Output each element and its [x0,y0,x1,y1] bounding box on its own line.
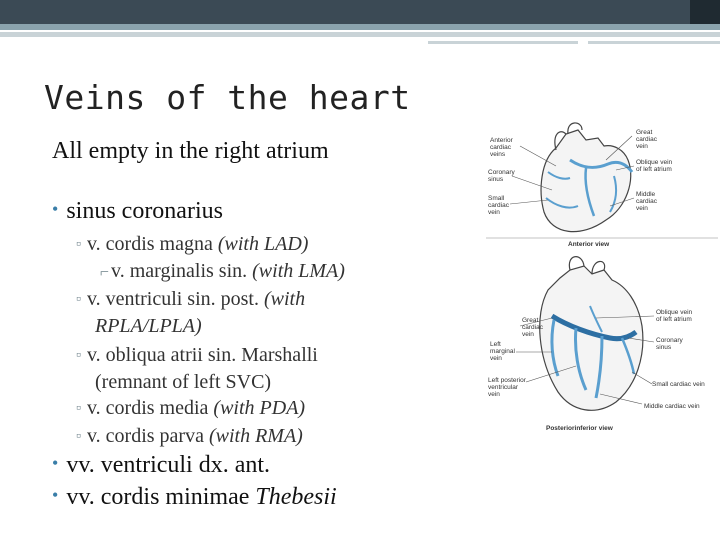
svg-text:sinus: sinus [488,176,504,183]
svg-text:cardiac: cardiac [636,198,657,205]
label-middle-cardiac-vein-posterior: Middle cardiac vein [644,403,700,410]
svg-text:sinus: sinus [656,344,672,351]
label-oblique-vein-posterior: Oblique vein [656,309,693,316]
bullet-icon: ⌐ [100,264,110,281]
label-great-cardiac-vein-posterior: Great [522,317,539,324]
svg-text:vein: vein [636,143,648,150]
label-small-cardiac-vein-posterior: Small cardiac vein [652,381,705,388]
bullet-ventriculi-dx: • vv. ventriculi dx. ant. [52,452,271,478]
heart-veins-figure [486,120,718,436]
svg-text:cardiac: cardiac [488,202,509,209]
label-left-posterior-vein: Left posterior [488,377,526,384]
anterior-view-caption: Anterior view [568,241,610,248]
bullet-icon: ▫ [76,237,81,252]
svg-text:vein: vein [522,331,534,338]
accent-line [428,41,578,44]
bullet-icon: • [52,453,59,473]
accent-line [0,24,720,30]
bullet-icon: ▫ [76,429,81,444]
svg-text:vein: vein [488,391,500,398]
header-band-dark [690,0,720,24]
subbullet-ventriculi-sin-post: ▫ v. ventriculi sin. post. (with RPLA/LPLA) [76,288,306,337]
bullet-icon: • [52,199,59,219]
label-small-cardiac-vein: Small [488,195,505,202]
label-oblique-vein: Oblique vein [636,159,673,166]
bullet-icon: ▫ [76,348,81,363]
svg-text:marginal: marginal [490,348,515,355]
svg-text:cardiac: cardiac [636,136,657,143]
svg-text:of left atrium: of left atrium [636,166,672,173]
label-coronary-sinus: Coronary [488,169,515,176]
heart-diagram [486,120,718,436]
slide-subtitle: All empty in the right atrium [52,138,329,164]
subsubbullet-marginalis: ⌐ v. marginalis sin. (with LMA) [100,260,345,282]
posterior-view-caption: Posteriorinferior view [546,425,613,432]
subbullet-cordis-parva: ▫ v. cordis parva (with RMA) [76,425,303,447]
subbullet-cordis-media: ▫ v. cordis media (with PDA) [76,397,306,419]
svg-text:vein: vein [490,355,502,362]
label-left-marginal-vein: Left [490,341,501,348]
subbullet-obliqua-atrii: ▫ v. obliqua atrii sin. Marshalli (remnant of left SVC) [76,344,318,393]
svg-text:vein: vein [488,209,500,216]
label-great-cardiac-vein: Great [636,129,653,136]
accent-line [588,41,720,44]
label-anterior-cardiac-veins: Anterior [490,137,513,144]
svg-text:ventricular: ventricular [488,384,518,391]
bullet-sinus-coronarius: • sinus coronarius [52,198,223,224]
label-middle-cardiac-vein: Middle [636,191,656,198]
svg-text:vein: vein [636,205,648,212]
svg-text:veins: veins [490,151,506,158]
bullet-icon: ▫ [76,292,81,307]
bullet-icon: • [52,485,59,505]
header-band [0,0,720,24]
subbullet-cordis-magna: ▫ v. cordis magna (with LAD) [76,233,309,255]
svg-text:of left atrium: of left atrium [656,316,692,323]
bullet-cordis-minimae: • vv. cordis minimae Thebesii [52,484,337,510]
accent-line [0,32,720,37]
svg-text:cardiac: cardiac [490,144,511,151]
svg-text:cardiac: cardiac [522,324,543,331]
label-coronary-sinus-posterior: Coronary [656,337,683,344]
bullet-icon: ▫ [76,401,81,416]
slide-title: Veins of the heart [44,78,411,117]
